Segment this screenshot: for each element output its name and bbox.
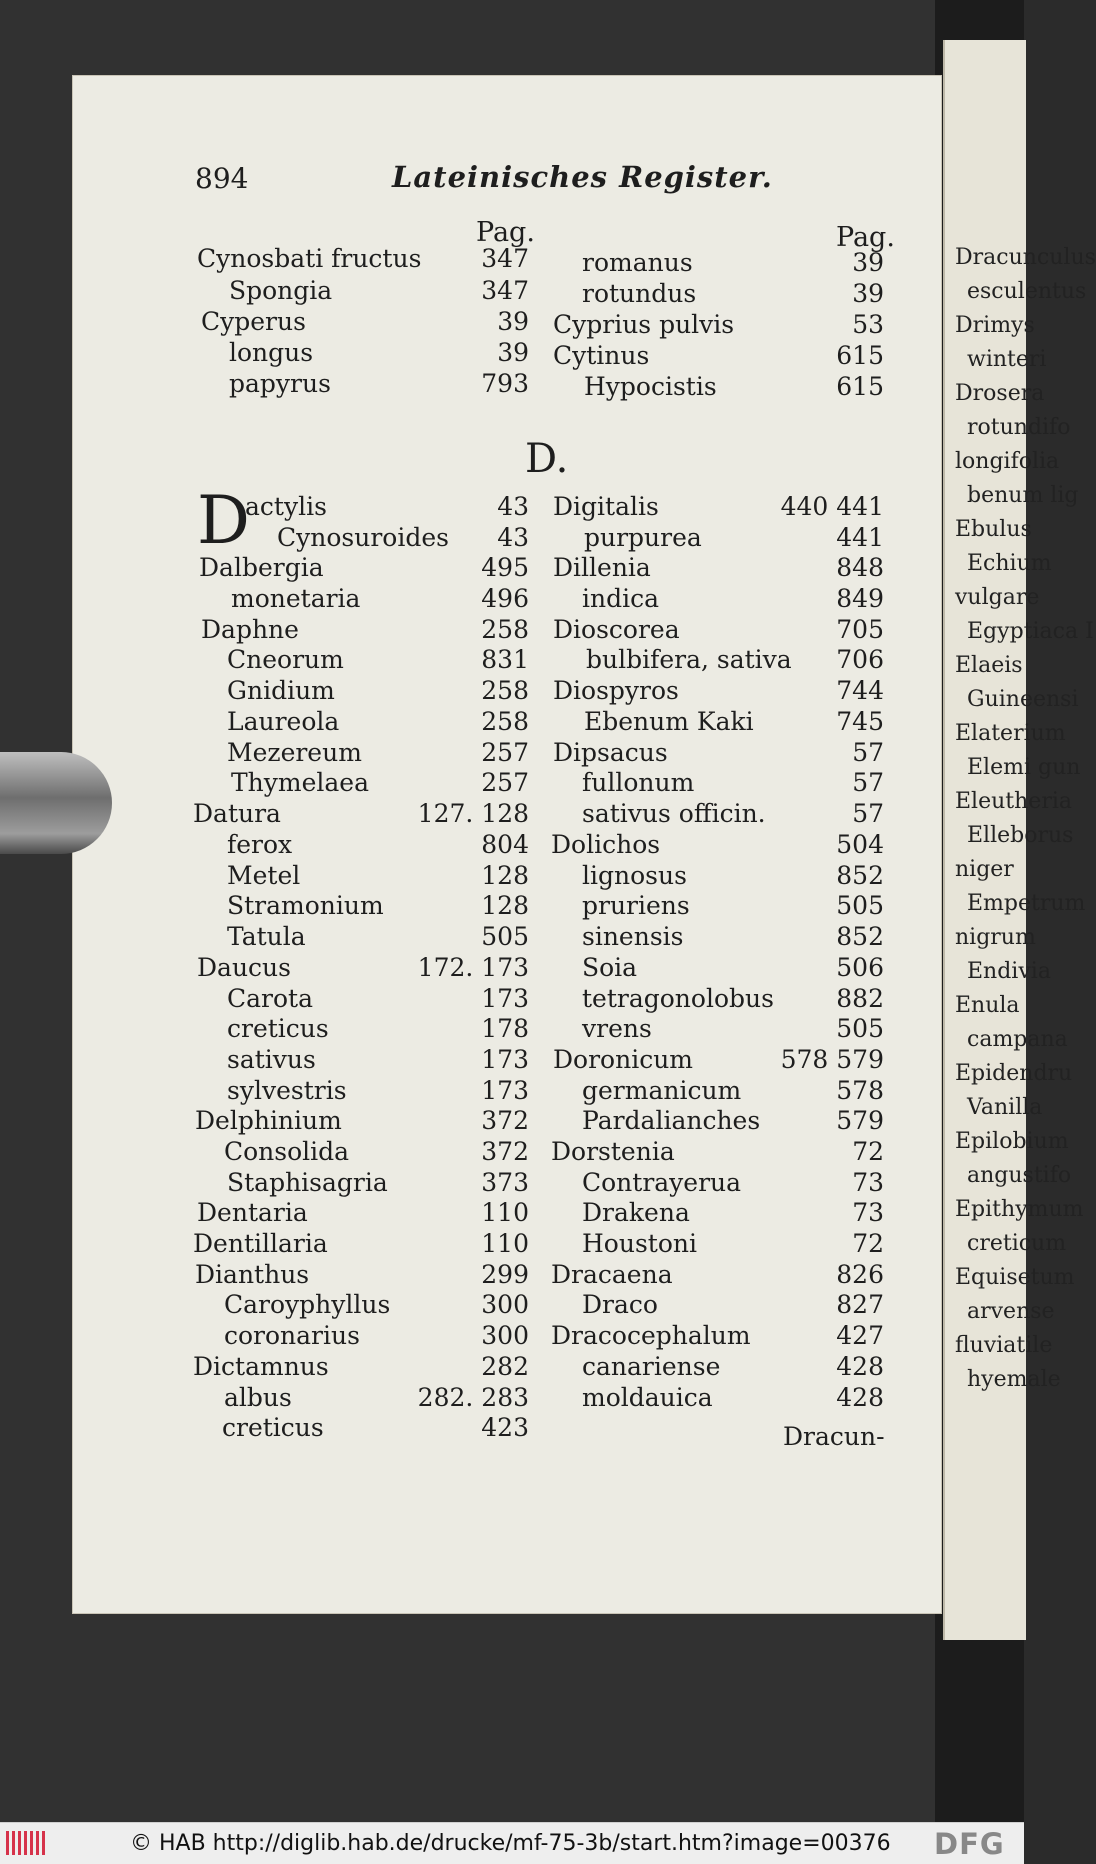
page-reference: 347	[481, 244, 529, 273]
next-page-fragment: longifolia	[955, 449, 1060, 474]
index-term: Dillenia	[553, 553, 651, 582]
index-term: sinensis	[582, 922, 684, 951]
index-term: romanus	[582, 248, 693, 277]
drop-cap: D	[197, 482, 250, 559]
next-page-fragment: arvense	[967, 1299, 1055, 1324]
page-reference: 505	[481, 922, 529, 951]
page-reference: 258	[481, 707, 529, 736]
index-term: Metel	[227, 861, 301, 890]
next-page-fragment: Epilobium	[955, 1129, 1069, 1154]
index-term: Contrayerua	[582, 1168, 742, 1197]
index-term: Dentillaria	[193, 1229, 328, 1258]
page-reference: 827	[836, 1290, 884, 1319]
index-term: Soia	[582, 953, 638, 982]
index-term: Delphinium	[195, 1106, 342, 1135]
next-page-fragment: Empetrum	[967, 891, 1086, 916]
page-reference: 826	[836, 1260, 884, 1289]
index-term: Dipsacus	[553, 738, 668, 767]
next-page-fragment: Elemi gun	[967, 755, 1081, 780]
page-reference: 173	[481, 1076, 529, 1105]
index-term: Cytinus	[553, 341, 650, 370]
page-reference: 173	[481, 984, 529, 1013]
next-page-fragment: winteri	[967, 347, 1047, 372]
page-reference: 849	[836, 584, 884, 613]
page-reference: 852	[836, 922, 884, 951]
page-reference: 128	[481, 861, 529, 890]
page-reference: 39	[497, 338, 529, 367]
dfg-logo: DFG	[934, 1827, 1005, 1861]
next-page-fragment: Egyptiaca I	[967, 619, 1094, 644]
page-clip	[0, 752, 112, 854]
next-page-fragment: rotundifo	[967, 415, 1071, 440]
index-term: Dentaria	[197, 1198, 308, 1227]
index-term: Datura	[193, 799, 281, 828]
index-term: actylis	[245, 492, 327, 521]
page-reference: 178	[481, 1014, 529, 1043]
pag-label-left: Pag.	[476, 217, 535, 248]
next-page-fragment: Eleutheria	[955, 789, 1072, 814]
running-head: Lateinisches Register.	[392, 160, 773, 194]
page-reference: 282	[481, 1352, 529, 1381]
page-reference: 428	[836, 1352, 884, 1381]
index-term: Drakena	[582, 1198, 690, 1227]
index-term: Dalbergia	[199, 553, 324, 582]
index-term: Stramonium	[227, 891, 384, 920]
index-term: coronarius	[224, 1321, 360, 1350]
section-letter: D.	[525, 436, 569, 482]
index-term: Hypocistis	[584, 372, 717, 401]
next-page-fragment: Epidendru	[955, 1061, 1073, 1086]
index-term: sativus	[227, 1045, 316, 1074]
index-term: Gnidium	[227, 676, 335, 705]
index-term: Houstoni	[582, 1229, 697, 1258]
index-term: Cynosuroides	[277, 523, 449, 552]
next-page-fragment: Echium	[967, 551, 1052, 576]
index-term: Doronicum	[553, 1045, 694, 1074]
page-reference: 299	[481, 1260, 529, 1289]
page-reference: 848	[836, 553, 884, 582]
next-page-fragment: Ebulus	[955, 517, 1032, 542]
index-term: Dracaena	[551, 1260, 673, 1289]
index-term: tetragonolobus	[582, 984, 774, 1013]
index-term: sativus officin.	[582, 799, 766, 828]
next-page-fragment: creticum	[967, 1231, 1067, 1256]
page-reference: 372	[481, 1106, 529, 1135]
page-reference: 506	[836, 953, 884, 982]
page-reference: 496	[481, 584, 529, 613]
next-page-fragment: Elaterium	[955, 721, 1066, 746]
index-term: Spongia	[229, 276, 333, 305]
next-page-fragment: Dracunculus	[955, 245, 1096, 270]
page-reference: 57	[852, 738, 884, 767]
index-term: Daphne	[201, 615, 299, 644]
index-term: monetaria	[231, 584, 361, 613]
next-page-fragment: nigrum	[955, 925, 1036, 950]
page-reference: 615	[836, 341, 884, 370]
page-reference: 53	[852, 310, 884, 339]
page-reference: 300	[481, 1290, 529, 1319]
next-page-fragment: Drimys	[955, 313, 1035, 338]
next-page-fragment: niger	[955, 857, 1014, 882]
index-term: Caroyphyllus	[224, 1290, 391, 1319]
next-page-fragment: fluviatile	[955, 1333, 1053, 1358]
index-term: creticus	[222, 1413, 324, 1442]
next-page-fragment: benum lig	[967, 483, 1079, 508]
index-term: albus	[224, 1383, 292, 1412]
index-term: Carota	[227, 984, 313, 1013]
pag-label-right: Pag.	[836, 222, 895, 253]
next-page-fragment: hyemale	[967, 1367, 1061, 1392]
index-term: Mezereum	[227, 738, 362, 767]
page-reference: 39	[497, 307, 529, 336]
next-page-fragment: Endivia	[967, 959, 1051, 984]
index-term: Staphisagria	[227, 1168, 388, 1197]
page-reference: 172. 173	[417, 953, 529, 982]
index-term: Dianthus	[195, 1260, 310, 1289]
page-reference: 110	[481, 1229, 529, 1258]
index-term: Cynosbati fructus	[197, 244, 422, 273]
page-reference: 804	[481, 830, 529, 859]
next-page-fragment: campana	[967, 1027, 1068, 1052]
page-reference: 705	[836, 615, 884, 644]
next-page-fragment: Vanilla	[967, 1095, 1043, 1120]
page-reference: 39	[852, 248, 884, 277]
index-term: longus	[229, 338, 314, 367]
page-reference: 258	[481, 615, 529, 644]
page-reference: 831	[481, 645, 529, 674]
next-page-fragment: Enula	[955, 993, 1020, 1018]
page-reference: 72	[852, 1229, 884, 1258]
page-reference: 882	[836, 984, 884, 1013]
index-term: bulbifera, sativa	[586, 645, 792, 674]
page-reference: 347	[481, 276, 529, 305]
next-page-edge	[943, 40, 1096, 1640]
page-reference: 505	[836, 891, 884, 920]
index-term: ferox	[227, 830, 293, 859]
source-line[interactable]: © HAB http://diglib.hab.de/drucke/mf-75-3b/start.htm?image=00376	[130, 1831, 891, 1856]
index-term: Draco	[582, 1290, 658, 1319]
next-page-fragment: Guineensi	[967, 687, 1079, 712]
index-term: Digitalis	[553, 492, 659, 521]
page-reference: 128	[481, 891, 529, 920]
index-term: sylvestris	[227, 1076, 347, 1105]
catchword: Dracun-	[783, 1422, 885, 1451]
page-reference: 127. 128	[417, 799, 529, 828]
index-term: rotundus	[582, 279, 697, 308]
index-term: Consolida	[224, 1137, 350, 1166]
page-reference: 793	[481, 369, 529, 398]
index-term: lignosus	[582, 861, 687, 890]
page-reference: 72	[852, 1137, 884, 1166]
index-term: Dorstenia	[551, 1137, 675, 1166]
index-term: Thymelaea	[231, 768, 370, 797]
index-term: Dracocephalum	[551, 1321, 751, 1350]
index-term: Dictamnus	[193, 1352, 329, 1381]
page-reference: 428	[836, 1383, 884, 1412]
index-term: moldauica	[582, 1383, 713, 1412]
page-reference: 300	[481, 1321, 529, 1350]
index-term: fullonum	[582, 768, 695, 797]
index-term: indica	[582, 584, 660, 613]
page-reference: 43	[497, 523, 529, 552]
next-page-fragment: Elaeis	[955, 653, 1023, 678]
footer-bar	[0, 1822, 1024, 1864]
page-reference: 73	[852, 1198, 884, 1227]
page-reference: 745	[836, 707, 884, 736]
page-reference: 282. 283	[417, 1383, 529, 1412]
index-term: Dolichos	[551, 830, 661, 859]
page-reference: 578 579	[780, 1045, 884, 1074]
page-reference: 372	[481, 1137, 529, 1166]
page-reference: 495	[481, 553, 529, 582]
page-reference: 744	[836, 676, 884, 705]
next-page-fragment: vulgare	[955, 585, 1040, 610]
index-term: canariense	[582, 1352, 721, 1381]
index-term: creticus	[227, 1014, 329, 1043]
index-term: Tatula	[227, 922, 306, 951]
page-reference: 173	[481, 1045, 529, 1074]
next-page-fragment: Drosera	[955, 381, 1045, 406]
index-term: vrens	[582, 1014, 652, 1043]
page-reference: 257	[481, 768, 529, 797]
page-reference: 579	[836, 1106, 884, 1135]
page-reference: 852	[836, 861, 884, 890]
index-term: Cneorum	[227, 645, 344, 674]
page-reference: 43	[497, 492, 529, 521]
page-reference: 258	[481, 676, 529, 705]
page-reference: 440 441	[780, 492, 884, 521]
index-term: papyrus	[229, 369, 331, 398]
page-reference: 73	[852, 1168, 884, 1197]
page-reference: 257	[481, 738, 529, 767]
index-term: pruriens	[582, 891, 690, 920]
page-reference: 110	[481, 1198, 529, 1227]
page-reference: 578	[836, 1076, 884, 1105]
index-term: Pardalianches	[582, 1106, 761, 1135]
next-page-fragment: Elleborus	[967, 823, 1074, 848]
page-reference: 505	[836, 1014, 884, 1043]
page-reference: 57	[852, 799, 884, 828]
index-term: Cyprius pulvis	[553, 310, 735, 339]
page-number: 894	[195, 162, 249, 195]
page-reference: 423	[481, 1413, 529, 1442]
page-reference: 39	[852, 279, 884, 308]
page-reference: 615	[836, 372, 884, 401]
next-page-fragment: Equisetum	[955, 1265, 1075, 1290]
next-page-fragment: esculentus	[967, 279, 1087, 304]
index-term: Dioscorea	[553, 615, 680, 644]
index-term: purpurea	[584, 523, 702, 552]
index-term: Diospyros	[553, 676, 679, 705]
index-term: Daucus	[197, 953, 291, 982]
next-page-fragment: Epithymum	[955, 1197, 1084, 1222]
index-term: Cyperus	[201, 307, 306, 336]
index-term: germanicum	[582, 1076, 742, 1105]
page-reference: 427	[836, 1321, 884, 1350]
page-reference: 504	[836, 830, 884, 859]
hab-logo-icon	[6, 1831, 46, 1855]
page-reference: 57	[852, 768, 884, 797]
page-reference: 706	[836, 645, 884, 674]
page-reference: 441	[836, 523, 884, 552]
page-reference: 373	[481, 1168, 529, 1197]
index-term: Ebenum Kaki	[584, 707, 754, 736]
index-term: Laureola	[227, 707, 340, 736]
next-page-fragment: angustifo	[967, 1163, 1072, 1188]
